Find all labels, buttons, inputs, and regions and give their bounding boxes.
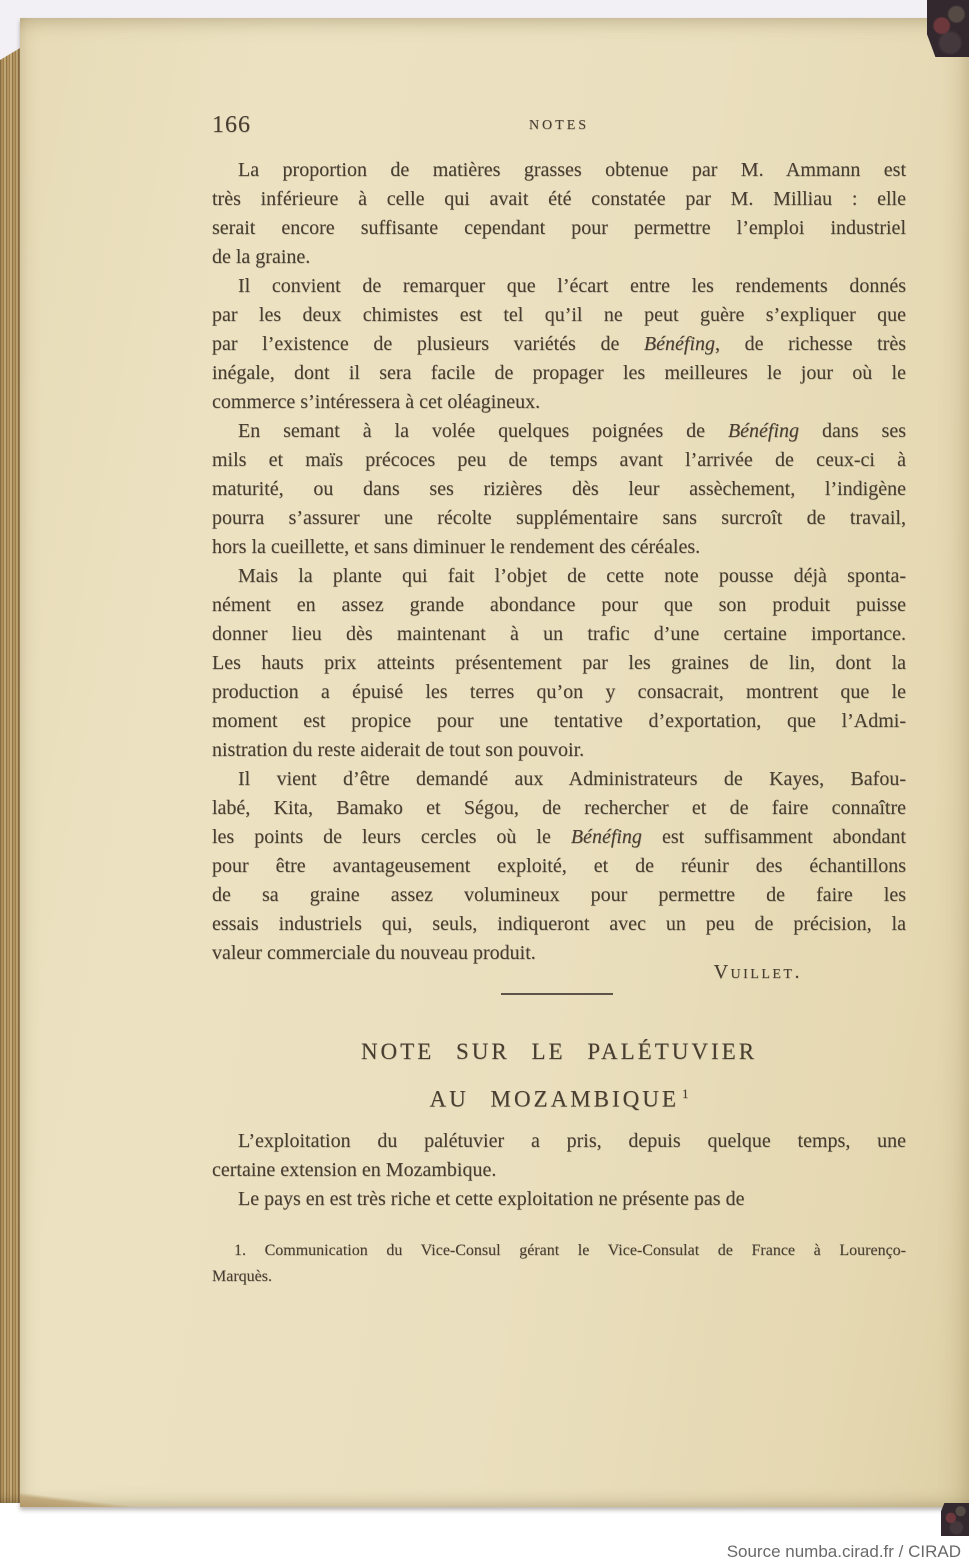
text-line: Il convient de remarquer que l’écart entre les rendements donnés: [238, 275, 906, 297]
book-cover-corner-bottom-right: [941, 1503, 969, 1536]
footnote: [212, 1238, 906, 1290]
text-line: L’exploitation du palétuvier a pris, depuis quelque temps, une: [238, 1130, 906, 1152]
running-title: NOTES: [528, 118, 590, 133]
text-line: hors la cueillette, et sans diminuer le rendement des céréales.: [212, 536, 701, 558]
paragraph: [212, 417, 906, 562]
book-cover-corner-top-right: [927, 0, 969, 57]
note-title-line2-text: AU MOZAMBIQUE: [429, 1086, 679, 1112]
text-line: inégale, dont il sera facile de propager les meilleures le jour où le: [212, 362, 906, 384]
text-line: Le pays en est très riche et cette exploitation ne présente pas de: [238, 1188, 745, 1210]
paragraph: [212, 765, 906, 968]
text-line: de la graine.: [212, 246, 311, 268]
source-attribution: Source numba.cirad.fr / CIRAD: [726, 1542, 961, 1561]
paragraph: [212, 1185, 906, 1214]
text-line: certaine extension en Mozambique.: [212, 1159, 497, 1181]
text-line: nément en assez grande abondance pour que son produit puisse: [212, 594, 906, 616]
text-line: essais industriels qui, seuls, indiqueront avec un peu de précision, la: [212, 913, 906, 935]
text-line: serait encore suffisante cependant pour permettre l’emploi industriel: [212, 217, 906, 239]
paragraph: [212, 156, 906, 272]
page-content: [212, 18, 906, 1507]
note-title: [212, 1031, 906, 1121]
text-line: très inférieure à celle qui avait été constatée par M. Milliau : elle: [212, 188, 906, 210]
text-line: Mais la plante qui fait l’objet de cette note pousse déjà sponta-: [238, 565, 906, 587]
author-signature: Vuillet.: [713, 961, 802, 983]
book-page-edges: [0, 28, 20, 1503]
text-line: les points de leurs cercles où le Bénéfing est suffisamment abondant: [212, 826, 906, 848]
footnote-reference: 1: [681, 1086, 689, 1101]
text-line: labé, Kita, Bamako et Ségou, de rechercher et de faire connaître: [212, 797, 906, 819]
text-line: par l’existence de plusieurs variétés de Bénéfing, de richesse très: [212, 333, 906, 355]
text-line: maturité, ou dans ses rizières dès leur assèchement, l’indigène: [212, 478, 906, 500]
page-corner-chamfer: [20, 1493, 135, 1507]
text-line: La proportion de matières grasses obtenue par M. Ammann est: [238, 159, 906, 181]
text-line: Marquès.: [212, 1268, 272, 1285]
text-line: pour être avantageusement exploité, et de réunir des échantillons: [212, 855, 906, 877]
text-line: Les hauts prix atteints présentement par les graines de lin, dont la: [212, 652, 906, 674]
paragraph: [212, 1238, 906, 1290]
text-line: valeur commerciale du nouveau produit.: [212, 942, 536, 964]
note-title-line1: NOTE SUR LE PALÉTUVIER: [360, 1039, 758, 1064]
text-line: 1. Communication du Vice-Consul gérant le Vice-Consulat de France à Lourenço-: [234, 1242, 906, 1259]
paragraph: [212, 1127, 906, 1185]
section2-text: [212, 1127, 906, 1214]
text-line: mils et maïs précoces peu de temps avant l’arrivée de ceux-ci à: [212, 449, 906, 471]
text-line: En semant à la volée quelques poignées de Bénéfing dans ses: [238, 420, 906, 442]
text-line: moment est propice pour une tentative d’exportation, que l’Admi-: [212, 710, 906, 732]
text-line: pourra s’assurer une récolte supplémentaire sans surcroît de travail,: [212, 507, 906, 529]
note-title-line2: [212, 1073, 906, 1121]
text-line: de sa graine assez volumineux pour permettre de faire les: [212, 884, 906, 906]
paragraph: [212, 272, 906, 417]
body-text: [212, 156, 906, 968]
text-line: commerce s’intéressera à cet oléagineux.: [212, 391, 541, 413]
text-line: par les deux chimistes est tel qu’il ne peut guère s’expliquer que: [212, 304, 906, 326]
book-page: [0, 18, 969, 1507]
text-line: Il vient d’être demandé aux Administrateurs de Kayes, Bafou-: [238, 768, 906, 790]
text-line: donner lieu dès maintenant à un trafic d’une certaine importance.: [212, 623, 906, 645]
page-header: [212, 112, 906, 142]
text-line: production a épuisé les terres qu’on y consacrait, montrent que le: [212, 681, 906, 703]
paragraph: [212, 562, 906, 765]
page-number: 166: [212, 112, 251, 138]
text-line: nistration du reste aiderait de tout son pouvoir.: [212, 739, 585, 761]
section-divider: [501, 993, 613, 995]
page-paper: [20, 18, 969, 1507]
